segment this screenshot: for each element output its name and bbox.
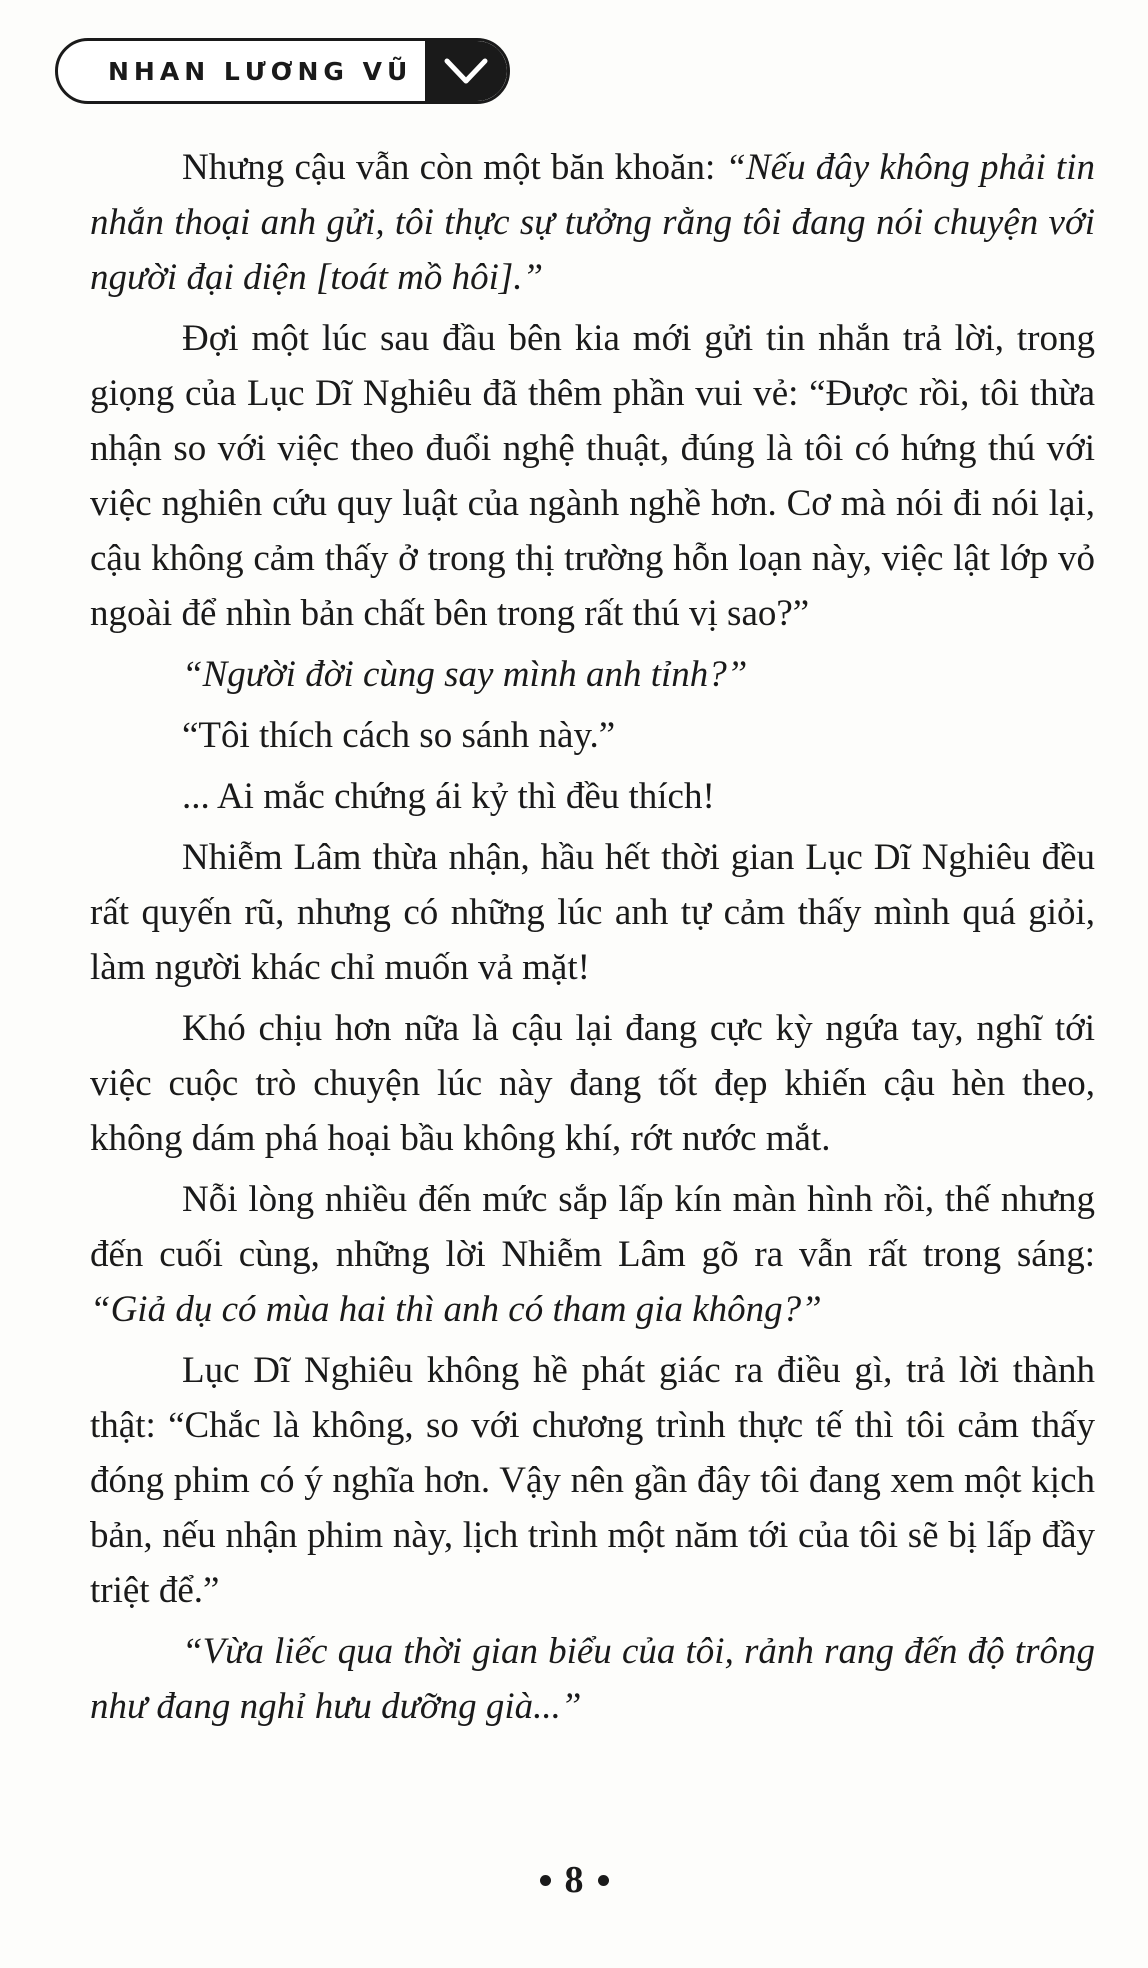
chevron-down-icon xyxy=(443,55,489,87)
paragraph-text: ... Ai mắc chứng ái kỷ thì đều thích! xyxy=(182,776,715,817)
paragraph-4 xyxy=(90,708,1095,763)
chevron-box xyxy=(425,41,507,101)
paragraph-text: Đợi một lúc sau đầu bên kia mới gửi tin nhắn trả lời, trong giọng của Lục Dĩ Nghiêu đã thêm phần vui vẻ: “Được rồi, tôi thừa nhận so với việc theo đuổi nghệ thuật, đúng là tôi có hứng thú với việc nghiên cứu quy luật của ngành nghề hơn. Cơ mà nói đi nói lại, cậu không cảm thấy ở trong thị trường hỗn loạn này, việc lật lớp vỏ ngoài để nhìn bản chất bên trong rất thú vị sao?” xyxy=(90,318,1095,634)
paragraph-3 xyxy=(90,647,1095,702)
paragraph-7 xyxy=(90,1001,1095,1166)
paragraph-text: “Tôi thích cách so sánh này.” xyxy=(182,715,616,756)
paragraph-italic: “Nếu đây không phải tin nhắn thoại anh gửi, tôi thực sự tưởng rằng tôi đang nói chuyện với người đại diện [toát mồ hôi].” xyxy=(90,147,1095,298)
page-number xyxy=(0,1855,1148,1905)
paragraph-10 xyxy=(90,1624,1095,1734)
paragraph-italic: “Giả dụ có mùa hai thì anh có tham gia không?” xyxy=(90,1289,822,1330)
paragraph-6 xyxy=(90,830,1095,995)
page-number-value: 8 xyxy=(564,1859,584,1901)
body-text xyxy=(90,140,1095,1734)
paragraph-italic: “Vừa liếc qua thời gian biểu của tôi, rảnh rang đến độ trông như đang nghỉ hưu dưỡng già...” xyxy=(90,1631,1095,1727)
paragraph-text: Nỗi lòng nhiều đến mức sắp lấp kín màn hình rồi, thế nhưng đến cuối cùng, những lời Nhiễm Lâm gõ ra vẫn rất trong sáng: xyxy=(90,1179,1095,1275)
paragraph-8 xyxy=(90,1172,1095,1337)
paragraph-9 xyxy=(90,1343,1095,1618)
bullet-icon xyxy=(598,1875,609,1886)
paragraph-text: Nhưng cậu vẫn còn một băn khoăn: xyxy=(182,147,726,188)
paragraph-2 xyxy=(90,311,1095,641)
paragraph-text: Nhiễm Lâm thừa nhận, hầu hết thời gian Lục Dĩ Nghiêu đều rất quyến rũ, nhưng có những lúc anh tự cảm thấy mình quá giỏi, làm người khác chỉ muốn vả mặt! xyxy=(90,837,1095,988)
paragraph-5 xyxy=(90,769,1095,824)
paragraph-text: Lục Dĩ Nghiêu không hề phát giác ra điều gì, trả lời thành thật: “Chắc là không, so với chương trình thực tế thì tôi cảm thấy đóng phim có ý nghĩa hơn. Vậy nên gần đây tôi đang xem một kịch bản, nếu nhận phim này, lịch trình một năm tới của tôi sẽ bị lấp đầy triệt để.” xyxy=(90,1350,1095,1611)
paragraph-1 xyxy=(90,140,1095,305)
paragraph-italic: “Người đời cùng say mình anh tỉnh?” xyxy=(182,654,748,695)
author-name: NHAN LƯƠNG VŨ xyxy=(108,57,413,86)
bullet-icon xyxy=(540,1875,551,1886)
running-header xyxy=(55,38,510,104)
paragraph-text: Khó chịu hơn nữa là cậu lại đang cực kỳ ngứa tay, nghĩ tới việc cuộc trò chuyện lúc này đang tốt đẹp khiến cậu hèn theo, không dám phá hoại bầu không khí, rớt nước mắt. xyxy=(90,1008,1095,1159)
